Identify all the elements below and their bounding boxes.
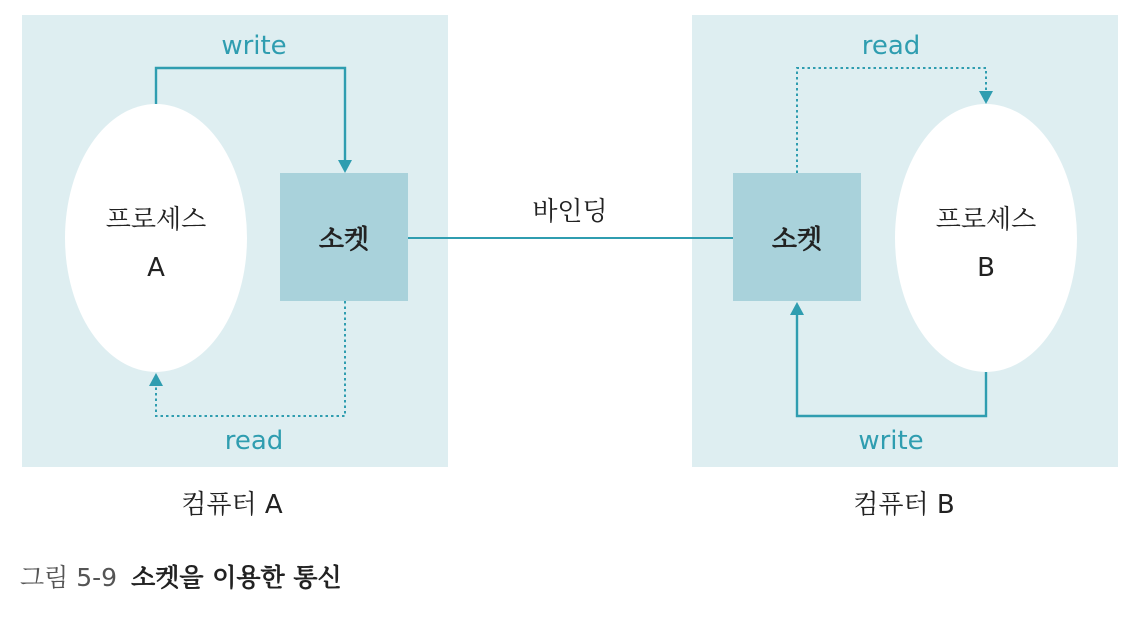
- computer-a-name: 컴퓨터 A: [181, 490, 283, 520]
- figure-caption: [20, 558, 342, 594]
- process-b-label-line2: B: [977, 253, 995, 283]
- read-label-a: read: [224, 426, 284, 456]
- computer-b-name: 컴퓨터 B: [853, 490, 955, 520]
- socket-b-label: 소켓: [771, 225, 823, 255]
- process-a-label-line1: 프로세스: [105, 205, 207, 235]
- figure-number: 그림 5-9: [20, 563, 118, 592]
- read-label-b: read: [861, 31, 921, 61]
- figure-title: 소켓을 이용한 통신: [131, 563, 342, 592]
- process-a-ellipse: [65, 104, 247, 372]
- process-b-ellipse: [895, 104, 1077, 372]
- process-a-label-line2: A: [147, 253, 165, 283]
- write-label-a: write: [221, 31, 287, 61]
- binding-label: 바인딩: [532, 197, 608, 227]
- write-label-b: write: [858, 426, 924, 456]
- socket-a-label: 소켓: [318, 225, 370, 255]
- process-b-label-line1: 프로세스: [935, 205, 1037, 235]
